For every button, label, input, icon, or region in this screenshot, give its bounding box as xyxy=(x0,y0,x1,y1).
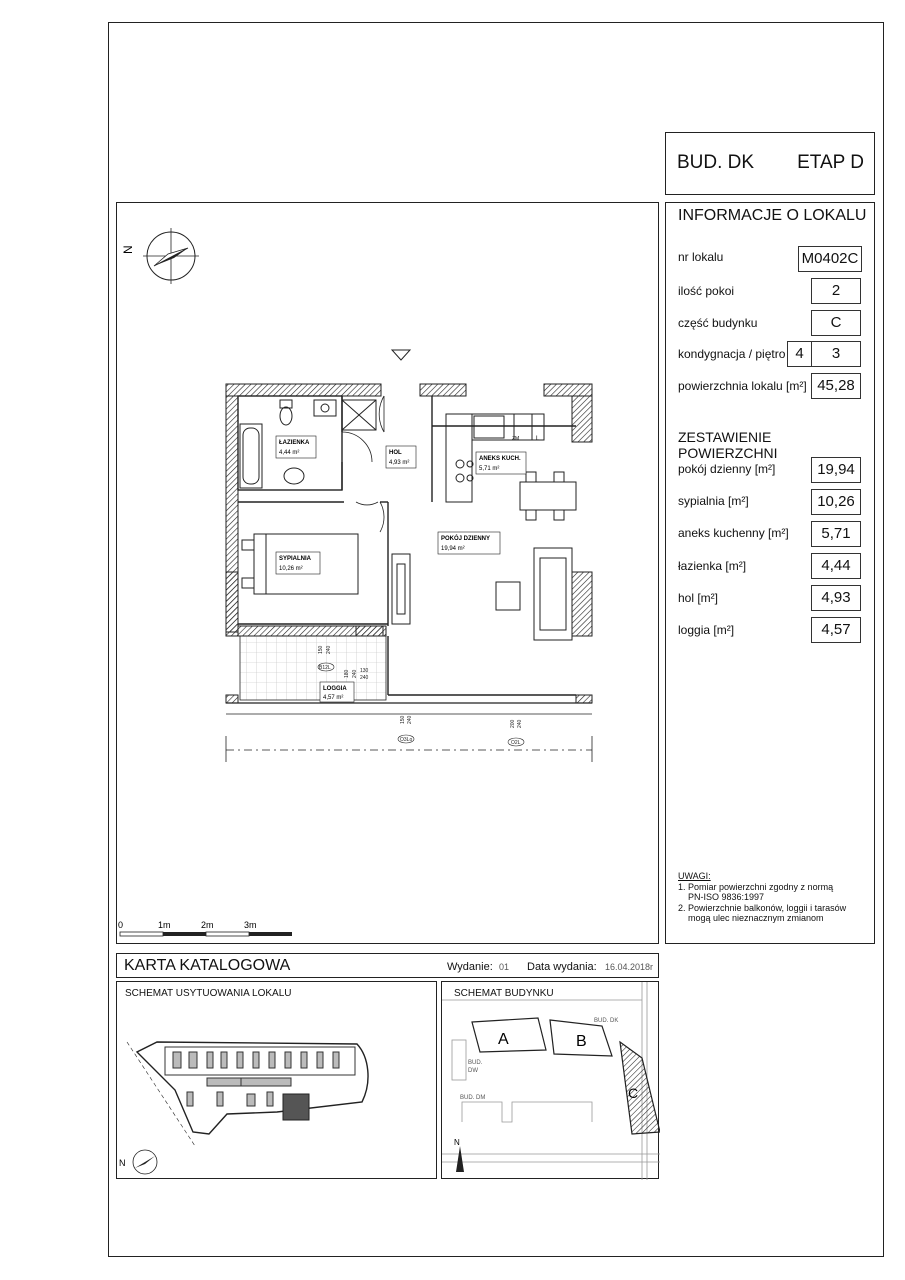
room-area-living: 19,94 m² xyxy=(441,546,465,552)
room-label-living: POKÓJ DZIENNY xyxy=(441,536,491,542)
scale-1m: 1m xyxy=(158,920,171,930)
info-title: INFORMACJE O LOKALU xyxy=(678,207,867,224)
info-label-number: nr lokalu xyxy=(678,250,724,264)
bud-dk-label: BUD. DK xyxy=(594,1018,619,1024)
edition-label: Wydanie: xyxy=(447,961,493,973)
toilet-icon xyxy=(280,400,292,425)
site-plan-panel xyxy=(116,981,437,1179)
compass-icon xyxy=(121,228,199,284)
unit-number-value: M0402C xyxy=(798,246,862,272)
floor-value: 3 xyxy=(811,341,861,367)
dining-table xyxy=(520,472,576,520)
dim-3: 130 xyxy=(360,668,369,674)
fridge-label: L xyxy=(536,436,540,442)
building-compass-icon xyxy=(454,1138,464,1172)
note-1: 1. Pomiar powierzchni zgodny z normą xyxy=(678,881,834,892)
area-value-bedroom: 10,26 xyxy=(811,489,861,515)
total-area-value: 45,28 xyxy=(811,373,861,399)
area-label-loggia: loggia [m²] xyxy=(678,623,735,637)
compass-n-label: N xyxy=(121,245,135,254)
shower-icon xyxy=(342,400,376,430)
bud-dw-label-1: BUD. xyxy=(468,1060,483,1066)
dim-2: 240 xyxy=(326,645,332,654)
area-value-hall: 4,93 xyxy=(811,585,861,611)
scale-2m: 2m xyxy=(201,920,214,930)
notes-title: UWAGI: xyxy=(678,871,711,881)
building-compass-n: N xyxy=(454,1138,460,1147)
info-label-floor: kondygnacja / piętro xyxy=(678,347,786,361)
dim-10: 240 xyxy=(517,719,523,728)
scale-0: 0 xyxy=(118,920,124,930)
dim-5: 180 xyxy=(344,669,350,678)
area-label-kitchen: aneks kuchenny [m²] xyxy=(678,526,789,540)
stage-label: ETAP D xyxy=(797,152,864,173)
room-label-bathroom: ŁAZIENKA xyxy=(279,440,310,446)
building-part-value: C xyxy=(811,310,861,336)
room-area-kitchen: 5,71 m² xyxy=(479,466,500,472)
dim-9: 200 xyxy=(510,719,516,728)
building-b-label: B xyxy=(576,1033,587,1050)
room-area-bathroom: 4,44 m² xyxy=(279,450,300,456)
area-label-living: pokój dzienny [m²] xyxy=(678,462,776,476)
dim-1: 150 xyxy=(318,645,324,654)
area-label-hall: hol [m²] xyxy=(678,591,719,605)
room-area-hall: 4,93 m² xyxy=(389,460,410,466)
site-compass-icon xyxy=(119,1150,157,1174)
room-label-kitchen: ANEKS KUCH. xyxy=(479,456,521,462)
room-label-bedroom: SYPIALNIA xyxy=(279,556,312,562)
building-plan-panel xyxy=(441,981,659,1179)
dim-6: 240 xyxy=(352,669,358,678)
window-code-balcony: B12L xyxy=(319,665,331,671)
building-a-label: A xyxy=(498,1031,509,1048)
date-label: Data wydania: xyxy=(527,961,597,973)
bathtub-icon xyxy=(240,424,262,488)
dim-7: 150 xyxy=(400,715,406,724)
catalog-panel xyxy=(116,953,659,978)
living-furniture xyxy=(392,548,572,640)
catalog-title: KARTA KATALOGOWA xyxy=(124,957,291,974)
site-compass-n: N xyxy=(119,1158,126,1168)
area-label-bedroom: sypialnia [m²] xyxy=(678,494,749,508)
notes xyxy=(678,871,846,924)
area-value-kitchen: 5,71 xyxy=(811,521,861,547)
site-plan-title: SCHEMAT USYTUOWANIA LOKALU xyxy=(125,988,292,999)
area-value-bathroom: 4,44 xyxy=(811,553,861,579)
date-value: 16.04.2018r xyxy=(605,962,654,972)
edition-value: 01 xyxy=(499,962,510,972)
area-label-bathroom: łazienka [m²] xyxy=(678,559,747,573)
room-label-hall: HOL xyxy=(389,450,402,456)
dim-8: 240 xyxy=(407,715,413,724)
header-box xyxy=(665,132,875,195)
dim-4: 240 xyxy=(360,675,369,681)
bud-dw-label-2: DW xyxy=(468,1068,478,1074)
building-plan-drawing xyxy=(442,982,660,1180)
info-label-rooms: ilość pokoi xyxy=(678,284,735,298)
unit-location-highlight xyxy=(283,1094,309,1120)
info-label-part: część budynku xyxy=(678,316,758,330)
room-area-loggia: 4,57 m² xyxy=(323,695,344,701)
window-code-2: O2L xyxy=(511,740,521,746)
dishwasher-label: ZM xyxy=(512,436,520,442)
entrance-marker-icon xyxy=(392,350,410,360)
building-plan-title: SCHEMAT BUDYNKU xyxy=(454,988,554,999)
areas-title: ZESTAWIENIE POWIERZCHNI xyxy=(678,429,778,461)
room-area-bedroom: 10,26 m² xyxy=(279,566,303,572)
note-2: 2. Powierzchnie balkonów, loggii i tarasów xyxy=(678,902,847,913)
site-plan-drawing xyxy=(117,982,438,1180)
room-label-loggia: LOGGIA xyxy=(323,686,347,692)
building-label: BUD. DK xyxy=(677,152,755,173)
area-value-living: 19,94 xyxy=(811,457,861,483)
scale-3m: 3m xyxy=(244,920,257,930)
note-1-cont: PN-ISO 9836:1997 xyxy=(688,892,765,902)
bud-dm-label: BUD. DM xyxy=(460,1095,486,1101)
window-code-1: O3Lo xyxy=(400,737,413,743)
info-panel xyxy=(665,202,875,944)
storey-value: 4 xyxy=(787,341,812,367)
scale-bar xyxy=(118,920,292,936)
building-c-label: C xyxy=(628,1085,639,1101)
door-arcs xyxy=(342,396,384,532)
floor-plan xyxy=(116,202,659,944)
info-label-area: powierzchnia lokalu [m²] xyxy=(678,379,807,393)
rooms-count-value: 2 xyxy=(811,278,861,304)
area-value-loggia: 4,57 xyxy=(811,617,861,643)
note-2-cont: mogą ulec nieznacznym zmianom xyxy=(688,913,824,923)
